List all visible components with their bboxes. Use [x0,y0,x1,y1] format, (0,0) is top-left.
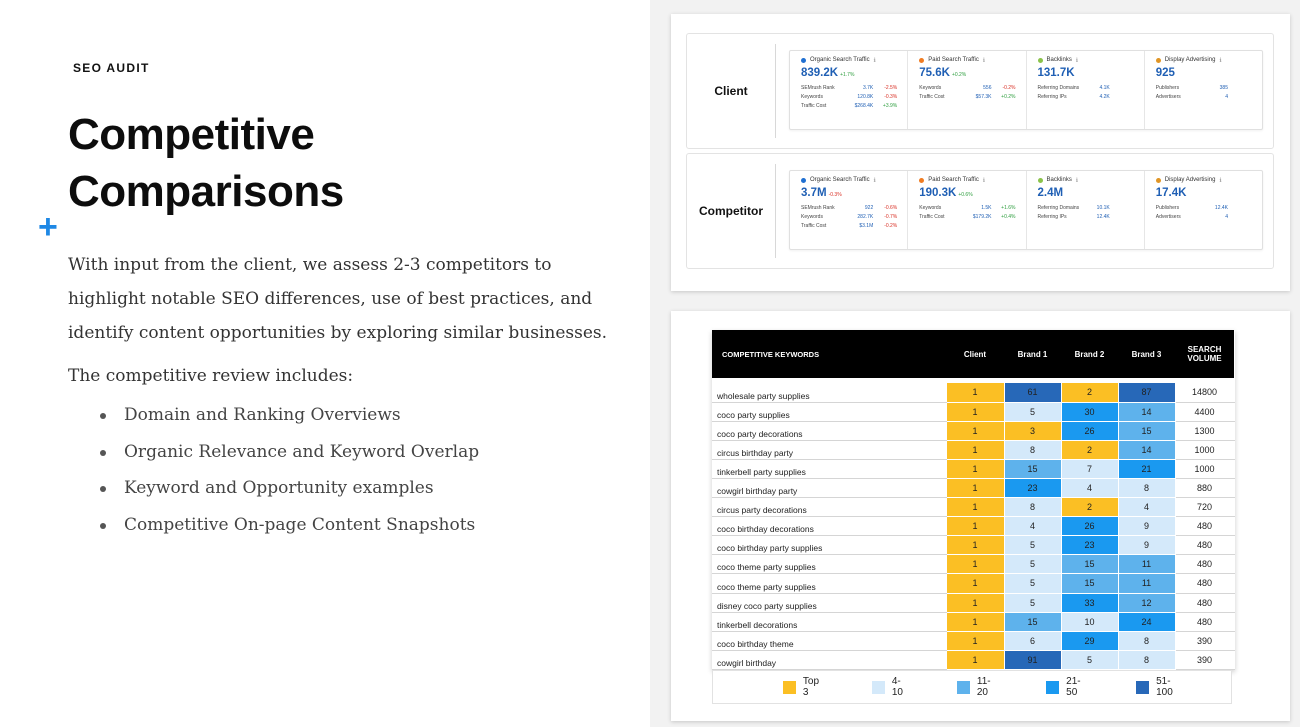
keyword-cell: coco theme party supplies [712,555,946,574]
rank-cell-client: 1 [946,517,1004,536]
metric-row-change: -0.7% [884,214,898,220]
domain-label: Competitor [699,204,763,218]
competitive-keywords-table [712,330,1235,670]
keyword-cell: tinkerbell party supplies [712,459,946,478]
metric-row [801,213,897,222]
header-brand-1: Brand 1 [1004,330,1061,378]
rank-cell-brand-2: 33 [1061,593,1118,612]
table-header-row [712,330,1234,378]
rank-cell-brand-2: 29 [1061,631,1118,650]
rank-cell-client: 1 [946,612,1004,631]
metric-change: +0.6% [958,192,973,198]
metric-name: Display Advertising [1164,57,1216,63]
metric-row-change [1228,84,1252,93]
metric-row-label: Referring IPs [1037,94,1067,100]
metric-row-change: -0.2% [884,223,898,229]
metric-row-value: 4 [1225,214,1228,220]
metric-row-label: Publishers [1155,85,1180,91]
keyword-cell: circus birthday party [712,440,946,459]
keyword-cell: coco party supplies [712,402,946,421]
table-row [712,498,1234,517]
header-search-volume: SEARCH VOLUME [1175,330,1234,378]
metric-row-value: 12.4K [1096,214,1110,220]
metric-row [801,84,897,93]
legend-swatch [957,681,970,694]
volume-cell: 390 [1175,650,1234,669]
volume-cell: 720 [1175,498,1234,517]
metric-paid-search-traffic [908,51,1026,129]
metric-value: 190.3K [919,187,957,199]
table-row [712,459,1234,478]
rank-cell-brand-1: 8 [1004,498,1061,517]
metric-row-change: -0.6% [884,205,898,211]
metric-organic-search-traffic [790,171,908,249]
metric-row [1038,84,1134,93]
metric-value: 2.4M [1037,187,1064,199]
legend-swatch [1046,681,1059,694]
metric-value: 131.7K [1037,67,1075,79]
metric-row-value: $179.2K [972,214,992,220]
metric-change: +0.2% [951,72,967,78]
table-row [712,383,1234,402]
rank-cell-client: 1 [946,593,1004,612]
rank-cell-brand-2: 15 [1061,574,1118,593]
metric-row-label: Publishers [1155,205,1180,211]
rank-cell-brand-1: 61 [1004,383,1061,402]
metric-row-value: 4.2K [1099,94,1110,100]
metric-row-label: Keywords [919,205,942,211]
metric-dot-icon [801,58,806,63]
volume-cell: 1300 [1175,421,1234,440]
metric-value: 17.4K [1155,187,1187,199]
metric-display-advertising [1145,51,1262,129]
metrics-widget [789,170,1263,250]
rank-cell-brand-3: 8 [1118,478,1175,497]
table-row [712,631,1234,650]
header-keywords: COMPETITIVE KEYWORDS [712,330,946,378]
metric-row-change: -0.2% [1002,85,1016,91]
info-icon: ℹ [1219,57,1222,64]
metric-row-change: +1.6% [1001,205,1016,211]
metric-row-value: $57.3K [975,94,992,100]
volume-cell: 4400 [1175,402,1234,421]
metric-dot-icon [1038,58,1043,63]
metric-row-change: -0.3% [884,94,898,100]
metric-row-label: Advertisers [1155,214,1181,220]
metric-dot-icon [919,178,924,183]
table-row [712,612,1234,631]
metric-row-label: Keywords [801,94,823,100]
legend-item [1046,676,1088,698]
metric-row [1156,93,1252,102]
legend-swatch [872,681,885,694]
metric-name: Paid Search Traffic [928,177,979,183]
list-item: Domain and Ranking Overviews [100,405,479,442]
metric-row [1038,204,1134,213]
volume-cell: 480 [1175,574,1234,593]
info-icon: ℹ [873,177,876,184]
keyword-cell: coco party decorations [712,421,946,440]
table-row [712,593,1234,612]
metric-row-value: 385 [1219,85,1228,91]
metric-row-value: 3.7K [862,85,874,91]
rank-cell-brand-3: 12 [1118,593,1175,612]
header-client: Client [946,330,1004,378]
table-row [712,555,1234,574]
metric-name: Organic Search Traffic [810,177,870,183]
metric-row-value: 922 [864,205,874,211]
metric-row-label: Keywords [919,85,942,91]
metric-row-label: Referring Domains [1037,205,1080,211]
metric-row [919,84,1015,93]
header-brand-3: Brand 3 [1118,330,1175,378]
metric-row-label: Referring Domains [1037,85,1080,91]
metric-row [1156,204,1252,213]
metric-row [919,93,1015,102]
rank-cell-client: 1 [946,478,1004,497]
metric-value: 3.7M [801,187,827,199]
section-kicker: SEO AUDIT [73,61,150,75]
rank-cell-brand-2: 15 [1061,555,1118,574]
metric-row-change [1228,204,1252,213]
rank-cell-brand-1: 4 [1004,517,1061,536]
rank-cell-brand-2: 4 [1061,478,1118,497]
legend-item [957,676,998,698]
metric-change: +1.7% [840,72,855,78]
table-body [712,378,1234,669]
info-icon: ℹ [1219,177,1222,184]
rank-cell-brand-1: 6 [1004,631,1061,650]
metric-row-value: 12.4K [1214,205,1228,211]
volume-cell: 480 [1175,612,1234,631]
legend-label: 51-100 [1156,676,1173,698]
metric-row [801,93,897,102]
bullet-icon [100,523,106,529]
rank-cell-client: 1 [946,555,1004,574]
metric-name: Backlinks [1046,177,1072,183]
rank-cell-brand-2: 26 [1061,517,1118,536]
rank-cell-brand-2: 2 [1061,383,1118,402]
info-icon: ℹ [1075,57,1079,64]
table-row [712,402,1234,421]
metric-row-value: $268.4K [854,103,874,109]
review-lead: The competitive review includes: [68,366,354,386]
rank-cell-brand-2: 2 [1061,498,1118,517]
keyword-cell: coco birthday party supplies [712,536,946,555]
metric-row-label: Advertisers [1155,94,1181,100]
metric-dot-icon [1156,178,1161,183]
rank-cell-brand-1: 5 [1004,574,1061,593]
rank-cell-brand-3: 15 [1118,421,1175,440]
rank-cell-brand-3: 21 [1118,459,1175,478]
page-title [68,106,344,220]
info-icon: ℹ [982,57,986,64]
metric-row [919,204,1015,213]
table-row [712,650,1234,669]
metric-row-change [1110,93,1134,102]
domain-label: Client [714,84,748,98]
rank-cell-brand-3: 8 [1118,650,1175,669]
rank-cell-client: 1 [946,421,1004,440]
metric-row-change: -2.5% [884,85,898,91]
rank-cell-brand-3: 9 [1118,536,1175,555]
plus-icon: + [38,208,58,246]
metric-row-change [1228,213,1252,222]
rank-cell-brand-1: 8 [1004,440,1061,459]
info-icon: ℹ [1075,177,1079,184]
metric-row-value: 120.8K [857,94,874,100]
rank-cell-brand-3: 24 [1118,612,1175,631]
rank-cell-client: 1 [946,383,1004,402]
volume-cell: 390 [1175,631,1234,650]
rank-cell-brand-3: 9 [1118,517,1175,536]
volume-cell: 880 [1175,478,1234,497]
title-line-1: Competitive [68,110,315,159]
keyword-cell: cowgirl birthday party [712,478,946,497]
bullet-icon [100,450,106,456]
metric-name: Display Advertising [1164,177,1216,183]
metric-name: Organic Search Traffic [810,57,870,63]
metric-row-value: $3.1M [859,223,874,229]
header-brand-2: Brand 2 [1061,330,1118,378]
metric-change: -0.3% [828,192,842,198]
legend-swatch [1136,681,1149,694]
info-icon: ℹ [873,57,876,64]
rank-cell-brand-1: 15 [1004,612,1061,631]
volume-cell: 480 [1175,593,1234,612]
metric-row-change: +0.4% [1001,214,1016,220]
rank-cell-client: 1 [946,650,1004,669]
rank-legend [712,670,1232,704]
rank-cell-client: 1 [946,402,1004,421]
volume-cell: 480 [1175,517,1234,536]
rank-cell-client: 1 [946,459,1004,478]
rank-cell-brand-3: 14 [1118,440,1175,459]
metric-name: Backlinks [1046,57,1072,63]
metric-row-value: 556 [983,85,992,91]
domain-overview-competitor [686,153,1274,269]
rank-cell-brand-1: 23 [1004,478,1061,497]
intro-paragraph: With input from the client, we assess 2-3 competitors to highlight notable SEO differences, use of best practices, and identify content opportunities by exploring similar businesses. [68,255,608,343]
rank-cell-brand-3: 11 [1118,555,1175,574]
rank-cell-brand-2: 23 [1061,536,1118,555]
keyword-cell: tinkerbell decorations [712,612,946,631]
metric-value: 75.6K [919,67,950,79]
volume-cell: 1000 [1175,459,1234,478]
table-row [712,517,1234,536]
rank-cell-brand-3: 14 [1118,402,1175,421]
table-row [712,574,1234,593]
metric-row [801,222,897,231]
rank-cell-brand-1: 5 [1004,555,1061,574]
metric-row [801,204,897,213]
metric-row [1156,213,1252,222]
legend-label: 11-20 [976,676,991,698]
metric-row-label: Traffic Cost [801,103,827,109]
keyword-cell: cowgirl birthday [712,650,946,669]
table-row [712,421,1234,440]
keyword-cell: coco theme party supplies [712,574,946,593]
legend-item [1136,676,1183,698]
legend-item [872,676,909,698]
rank-cell-brand-3: 11 [1118,574,1175,593]
volume-cell: 14800 [1175,383,1234,402]
metric-row-label: Referring IPs [1037,214,1067,220]
legend-label: 4-10 [891,676,903,698]
metric-row-change [1228,93,1252,102]
rank-cell-brand-3: 87 [1118,383,1175,402]
metric-value: 925 [1155,67,1175,79]
metric-row-value: 4 [1225,94,1228,100]
table-row [712,478,1234,497]
metric-row-label: SEMrush Rank [801,205,835,211]
rank-cell-brand-2: 2 [1061,440,1118,459]
rank-cell-brand-2: 10 [1061,612,1118,631]
metric-row-change: +0.2% [1001,94,1016,100]
keyword-cell: circus party decorations [712,498,946,517]
rank-cell-brand-3: 4 [1118,498,1175,517]
divider [775,44,776,138]
rank-cell-brand-1: 5 [1004,402,1061,421]
keyword-cell: disney coco party supplies [712,593,946,612]
metric-row-value: 10.1K [1096,205,1110,211]
volume-cell: 480 [1175,536,1234,555]
metric-row-label: Keywords [801,214,823,220]
metric-row [1038,93,1134,102]
metric-row-label: Traffic Cost [919,94,945,100]
metric-row-change [1110,213,1134,222]
metric-row [1156,84,1252,93]
rank-cell-brand-1: 91 [1004,650,1061,669]
metrics-widget [789,50,1263,130]
metric-row-change [1110,84,1134,93]
legend-label: Top 3 [802,676,820,698]
rank-cell-brand-2: 30 [1061,402,1118,421]
metric-display-advertising [1145,171,1262,249]
metric-row-label: SEMrush Rank [801,85,835,91]
bullet-icon [100,486,106,492]
title-line-2: Comparisons [68,167,344,216]
rank-cell-brand-2: 7 [1061,459,1118,478]
domain-overview-client [686,33,1274,149]
metric-dot-icon [1156,58,1161,63]
metric-backlinks [1027,171,1145,249]
rank-cell-brand-2: 5 [1061,650,1118,669]
metric-dot-icon [801,178,806,183]
rank-cell-brand-2: 26 [1061,421,1118,440]
metric-row [1038,213,1134,222]
metric-row-value: 1.5K [981,205,992,211]
metric-row-value: 4.1K [1099,85,1110,91]
metric-backlinks [1027,51,1145,129]
list-item: Competitive On-page Content Snapshots [100,515,479,552]
volume-cell: 1000 [1175,440,1234,459]
legend-item [783,676,824,698]
metric-paid-search-traffic [908,171,1026,249]
rank-cell-brand-1: 15 [1004,459,1061,478]
bullet-icon [100,413,106,419]
info-icon: ℹ [982,177,986,184]
rank-cell-brand-1: 3 [1004,421,1061,440]
metric-row-change: +3.9% [882,103,898,109]
rank-cell-brand-1: 5 [1004,593,1061,612]
keyword-cell: coco birthday decorations [712,517,946,536]
metric-value: 839.2K [801,67,839,79]
legend-label: 21-50 [1066,676,1081,698]
metric-row-change [1110,204,1134,213]
keyword-cell: wholesale party supplies [712,383,946,402]
metric-row-label: Traffic Cost [801,223,827,229]
metric-row [919,213,1015,222]
rank-cell-client: 1 [946,498,1004,517]
table-row [712,440,1234,459]
metric-organic-search-traffic [790,51,908,129]
metric-row-value: 282.7K [857,214,874,220]
legend-swatch [783,681,796,694]
rank-cell-client: 1 [946,536,1004,555]
metric-name: Paid Search Traffic [928,57,979,63]
list-item: Organic Relevance and Keyword Overlap [100,442,479,479]
metric-dot-icon [919,58,924,63]
review-list [100,405,479,551]
table-row [712,536,1234,555]
rank-cell-client: 1 [946,574,1004,593]
keyword-cell: coco birthday theme [712,631,946,650]
rank-cell-client: 1 [946,440,1004,459]
rank-cell-client: 1 [946,631,1004,650]
rank-cell-brand-1: 5 [1004,536,1061,555]
volume-cell: 480 [1175,555,1234,574]
metric-dot-icon [1038,178,1043,183]
metric-row-label: Traffic Cost [919,214,945,220]
metric-row [801,102,897,111]
rank-cell-brand-3: 8 [1118,631,1175,650]
list-item: Keyword and Opportunity examples [100,478,479,515]
divider [775,164,776,258]
